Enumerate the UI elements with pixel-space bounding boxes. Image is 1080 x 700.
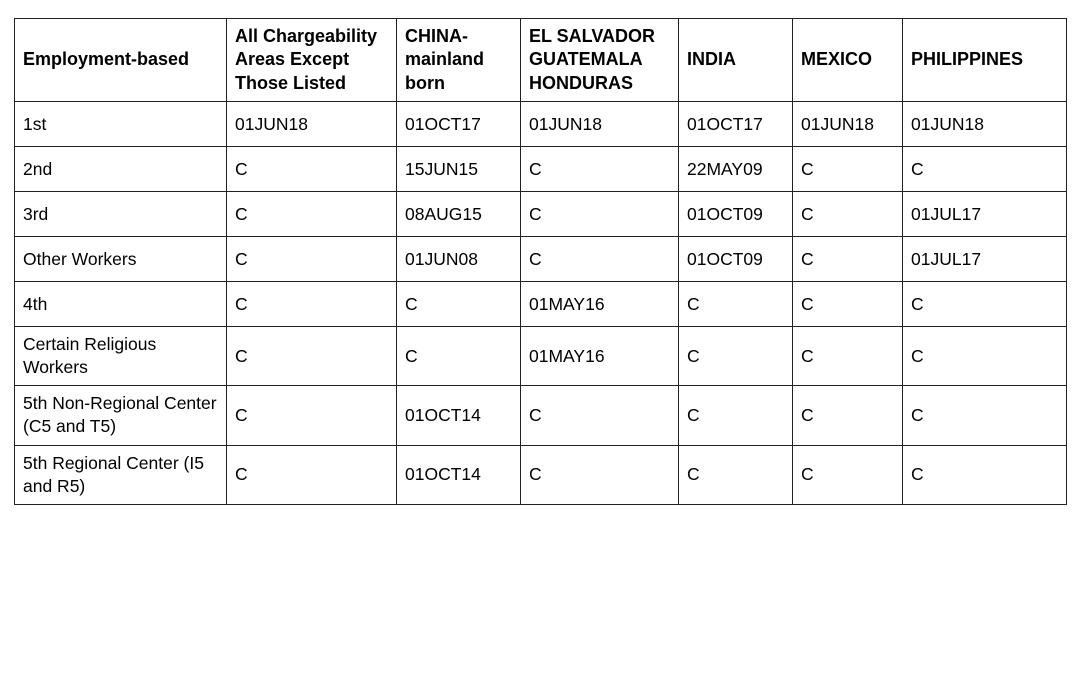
column-header-china-mainland-born: CHINA-mainland born	[397, 19, 521, 102]
table-cell: 01OCT17	[679, 102, 793, 147]
table-row	[15, 386, 1067, 445]
table-cell: C	[793, 282, 903, 327]
row-label: 2nd	[15, 147, 227, 192]
table-cell: 01OCT14	[397, 386, 521, 445]
table-cell: 01JUL17	[903, 237, 1067, 282]
row-label: Other Workers	[15, 237, 227, 282]
column-header-all-chargeability-areas: All Chargeability Areas Except Those Listed	[227, 19, 397, 102]
table-cell: C	[903, 445, 1067, 504]
table-cell: C	[521, 237, 679, 282]
table-cell: C	[793, 237, 903, 282]
table-cell: C	[227, 282, 397, 327]
table-cell: C	[227, 192, 397, 237]
table-cell: 01JUN08	[397, 237, 521, 282]
table-cell: C	[397, 327, 521, 386]
column-header-employment-based: Employment-based	[15, 19, 227, 102]
employment-based-visa-table	[14, 18, 1067, 505]
column-header-el-salvador-guatemala-honduras: EL SALVADOR GUATEMALA HONDURAS	[521, 19, 679, 102]
row-label: 1st	[15, 102, 227, 147]
table-cell: C	[521, 192, 679, 237]
table-cell: C	[793, 147, 903, 192]
row-label: Certain Religious Workers	[15, 327, 227, 386]
table-cell: C	[679, 282, 793, 327]
table-cell: C	[227, 445, 397, 504]
table-row	[15, 192, 1067, 237]
table-cell: C	[521, 386, 679, 445]
table-row	[15, 147, 1067, 192]
table-cell: 01OCT14	[397, 445, 521, 504]
table-header-row	[15, 19, 1067, 102]
table-row	[15, 102, 1067, 147]
table-cell: 01JUN18	[521, 102, 679, 147]
table-cell: C	[793, 192, 903, 237]
table-cell: 01OCT09	[679, 237, 793, 282]
table-cell: 01JUN18	[227, 102, 397, 147]
table-cell: C	[227, 237, 397, 282]
table-cell: C	[679, 327, 793, 386]
table-cell: C	[793, 445, 903, 504]
table-cell: 01JUN18	[903, 102, 1067, 147]
table-row	[15, 237, 1067, 282]
table-cell: C	[397, 282, 521, 327]
table-cell: C	[227, 147, 397, 192]
table-row	[15, 327, 1067, 386]
table-cell: C	[793, 386, 903, 445]
table-row	[15, 282, 1067, 327]
column-header-philippines: PHILIPPINES	[903, 19, 1067, 102]
table-cell: 01MAY16	[521, 282, 679, 327]
row-label: 3rd	[15, 192, 227, 237]
table-cell: 01JUL17	[903, 192, 1067, 237]
table-cell: C	[227, 327, 397, 386]
table-cell: C	[521, 445, 679, 504]
row-label: 5th Regional Center (I5 and R5)	[15, 445, 227, 504]
table-cell: C	[521, 147, 679, 192]
column-header-india: INDIA	[679, 19, 793, 102]
table-cell: C	[679, 386, 793, 445]
table-cell: 01OCT17	[397, 102, 521, 147]
table-cell: 15JUN15	[397, 147, 521, 192]
table-cell: C	[679, 445, 793, 504]
table-cell: 01MAY16	[521, 327, 679, 386]
table-cell: C	[227, 386, 397, 445]
table-cell: 08AUG15	[397, 192, 521, 237]
table-cell: C	[903, 282, 1067, 327]
table-cell: C	[793, 327, 903, 386]
table-header	[15, 19, 1067, 102]
table-cell: 01OCT09	[679, 192, 793, 237]
table-cell: 01JUN18	[793, 102, 903, 147]
column-header-mexico: MEXICO	[793, 19, 903, 102]
row-label: 5th Non-Regional Center (C5 and T5)	[15, 386, 227, 445]
table-cell: 22MAY09	[679, 147, 793, 192]
table-body	[15, 102, 1067, 505]
table-row	[15, 445, 1067, 504]
row-label: 4th	[15, 282, 227, 327]
table-cell: C	[903, 327, 1067, 386]
table-cell: C	[903, 386, 1067, 445]
table-cell: C	[903, 147, 1067, 192]
